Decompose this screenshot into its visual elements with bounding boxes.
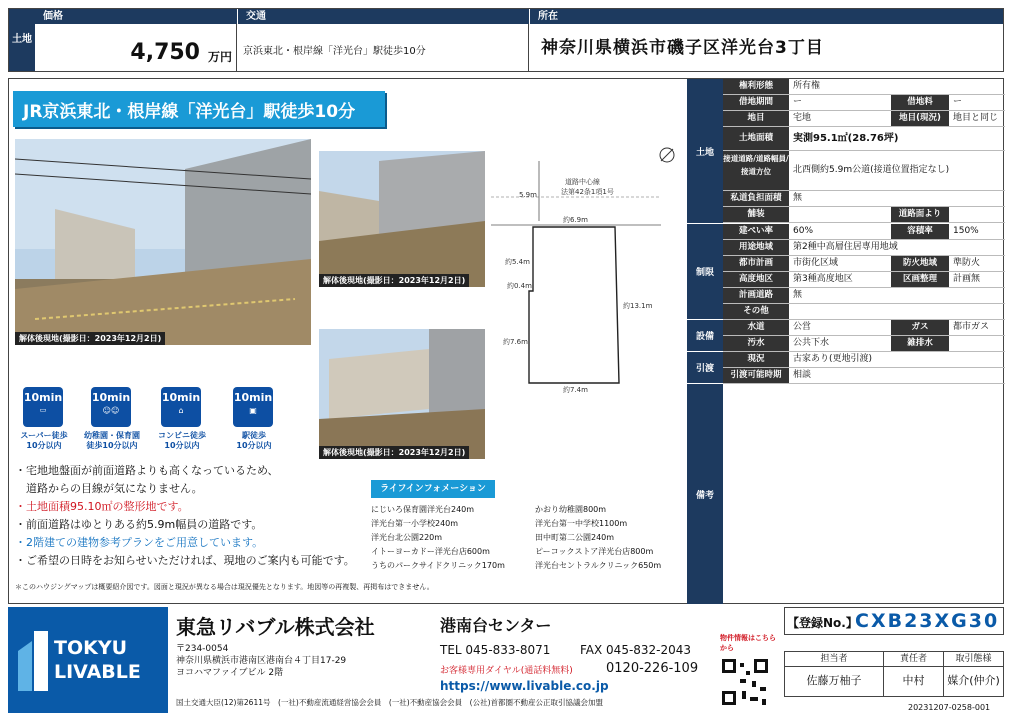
row-paving: 舗装 道路面より [723,207,1005,223]
bottom-edge-label: 約7.4m [563,386,588,394]
convenience-label: コンビニ徒歩 10分以内 [158,431,206,450]
row-planned-road: 計画道路 無 [723,288,1005,304]
lifeinfo-item: 洋光台セントラルクリニック650m [535,561,662,570]
company-logo [8,607,168,713]
staff-value: 佐藤万柚子 [784,667,884,697]
map-note: ＊このハウジングマップは概要紹介図です。図面と現況が異なる場合は現況優先となります。地図等の再複製、再掲布はできません。 [15,583,434,591]
row-private-road: 私道負担面積 無 [723,191,1005,207]
row-handover: 引渡可能時期 相談 [723,368,1005,384]
row-status: 現況 古家あり(更地引渡) [723,352,1005,368]
row-rights: 権利形態 所有権 [723,79,1005,95]
manager-value: 中村 [884,667,944,697]
lot-photo-image [319,151,485,287]
kindergarten-icon: 10min ☺☺ [91,387,131,427]
notch-label: 約0.4m [507,282,532,290]
address-1: 神奈川県横浜市港南区港南台４丁目17-29 [176,656,347,666]
lifeinfo-item: 田中町第二公園240m [535,533,615,542]
left-bottom-label: 約7.6m [503,338,528,346]
lifeinfo-item: 洋光台北公園220m [371,533,443,542]
left-top-label: 約5.4m [505,258,530,266]
price-value: 4,750 [130,40,200,65]
price-unit: 万円 [207,50,232,64]
qr-label: 物件情報はこちらから [720,634,776,652]
feature-2: ・土地面積95.10㎡の整形地です。 [15,500,189,513]
row-height: 高度地区 第3種高度地区 区画整理 計画無 [723,272,1005,288]
site-photo-3 [319,329,485,459]
section-facility: 設備 [687,320,723,352]
website-link[interactable]: https://www.livable.co.jp [440,679,609,693]
dial-label: お客様専用ダイヤル(通話料無料) [440,666,573,676]
deal-header: 取引態様 [944,651,1004,667]
company-footer [8,607,1004,713]
train-icon: 10min ▣ [233,387,273,427]
traffic-label: 交通 [237,9,529,24]
road-law-label: 法第42条1項1号 [561,188,614,196]
row-coverage: 建ぺい率 60% 容積率 150% [723,224,1005,240]
lifeinfo-left [371,503,505,573]
row-road: 接道道路/道路幅員/接道方位 北西側約5.9m公道(接道位置指定なし) [723,151,1005,191]
lifeinfo-item: 洋光台第一小学校240m [371,519,459,528]
feature-1b: 道路からの目線が気になりません。 [15,482,203,495]
price-label: 価格 [35,9,237,24]
manager-header: 責任者 [884,651,944,667]
row-city-plan: 都市計画 市街化区域 防火地域 準防火 [723,256,1005,272]
feature-4: ・2階建ての建物参考プランをご用意しています。 [15,536,264,549]
section-remarks: 備考 [687,384,723,604]
reg-number: CXB23XG30 [855,610,1000,632]
feature-3: ・前面道路はゆとりある約5.9m幅員の道路です。 [15,518,263,531]
site-photo-2 [319,151,485,287]
station-min: 10min [233,391,273,404]
lifeinfo-item: ピーコックストア洋光台店800m [535,547,654,556]
logo-text-1: TOKYU [54,637,128,659]
lot-plan [491,141,681,394]
traffic-cell [237,24,529,72]
deal-value: 媒介(仲介) [944,667,1004,697]
supermarket-icon: 10min ▭ [23,387,63,427]
document-number: 20231207-0258-001 [908,703,991,712]
reg-label: 【登録No.】 [787,616,858,630]
lot-photo-image-2 [319,329,485,459]
lifeinfo-item: にじいろ保育園洋光台240m [371,505,475,514]
staff-table [784,651,1004,707]
zip: 〒234-0054 [176,644,229,654]
fax: FAX 045-832-2043 [580,643,692,657]
section-limit: 制限 [687,224,723,320]
qr-code-icon[interactable] [720,657,770,707]
logo-mark-icon [18,631,48,691]
lifeinfo-item: うちのパークサイドクリニック170m [371,561,505,570]
supermarket-min: 10min [23,391,63,404]
location-label: 所在 [529,9,1003,24]
row-other: その他 [723,304,1005,320]
row-water: 水道 公営 ガス 都市ガス [723,320,1005,336]
supermarket-label: スーパー徒歩 10分以内 [20,431,68,450]
kindergarten-label: 幼稚園・保育園 徒歩10分以内 [84,431,140,450]
row-zoning: 用途地域 第2種中高層住居専用地域 [723,240,1005,256]
land-tag: 土地 [9,9,35,71]
convenience-store-icon: 10min ⌂ [161,387,201,427]
right-edge-label: 約13.1m [623,302,653,310]
banner-text: JR京浜東北・根岸線「洋光台」駅徒歩10分 [23,102,356,122]
road-width-label: 5.9m [519,191,537,199]
feature-1: ・宅地地盤面が前面道路よりも高くなっているため、 [15,464,279,477]
lifeinfo-title: ライフインフォメーション [371,480,495,498]
station-banner [13,91,385,127]
photo-caption-1: 解体後現地(撮影日：2023年12月2日) [15,332,165,345]
branch-name: 港南台センター [440,616,552,635]
tel: TEL 045-833-8071 [440,643,551,657]
location-value: 神奈川県横浜市磯子区洋光台3丁目 [541,38,824,58]
photo-caption-3: 解体後現地(撮影日：2023年12月2日) [319,446,469,459]
price-cell [35,24,237,72]
license-info: 国土交通大臣(12)第2611号 (一社)不動産流通経営協会会員 (一社)不動産協会会員 (公社)首都圏不動産公正取引協議会加盟 [176,698,604,707]
logo-text-2: LIVABLE [54,661,141,683]
traffic-value: 京浜東北・根岸線「洋光台」駅徒歩10分 [243,46,426,57]
lifeinfo-item: かおり幼稚園800m [535,505,607,514]
section-handover: 引渡 [687,352,723,384]
dial-number[interactable]: 0120-226-109 [606,661,699,676]
convenience-min: 10min [161,391,201,404]
kindergarten-min: 10min [91,391,131,404]
address-2: ヨコハマファイブビル 2階 [176,668,284,678]
main-panel [8,78,1004,604]
row-lease: 借地期間 ー 借地料 ー [723,95,1005,111]
top-edge-label: 約6.9m [563,216,588,224]
company-name: 東急リバブル株式会社 [176,615,375,639]
lifeinfo-right [535,503,661,573]
site-photo-1 [15,139,311,345]
row-category: 地目 宅地 地目(現況) 地目と同じ [723,111,1005,127]
registration-box [784,607,1004,635]
street-photo-image [15,139,311,345]
station-label: 駅徒歩 10分以内 [236,431,272,450]
property-header [8,8,1004,72]
row-sewage: 汚水 公共下水 雑排水 [723,336,1005,352]
feature-5: ・ご希望の日時をお知らせいただければ、現地のご案内も可能です。 [15,554,355,567]
lifeinfo-item: 洋光台第一中学校1100m [535,519,628,528]
photo-caption-2: 解体後現地(撮影日：2023年12月2日) [319,274,469,287]
road-center-label: 道路中心線 [565,178,600,186]
section-land: 土地 [687,79,723,224]
row-area: 土地面積 実測95.1㎡(28.76坪) [723,127,1005,151]
lifeinfo-item: イトーヨーカドー洋光台店600m [371,547,490,556]
staff-header: 担当者 [784,651,884,667]
